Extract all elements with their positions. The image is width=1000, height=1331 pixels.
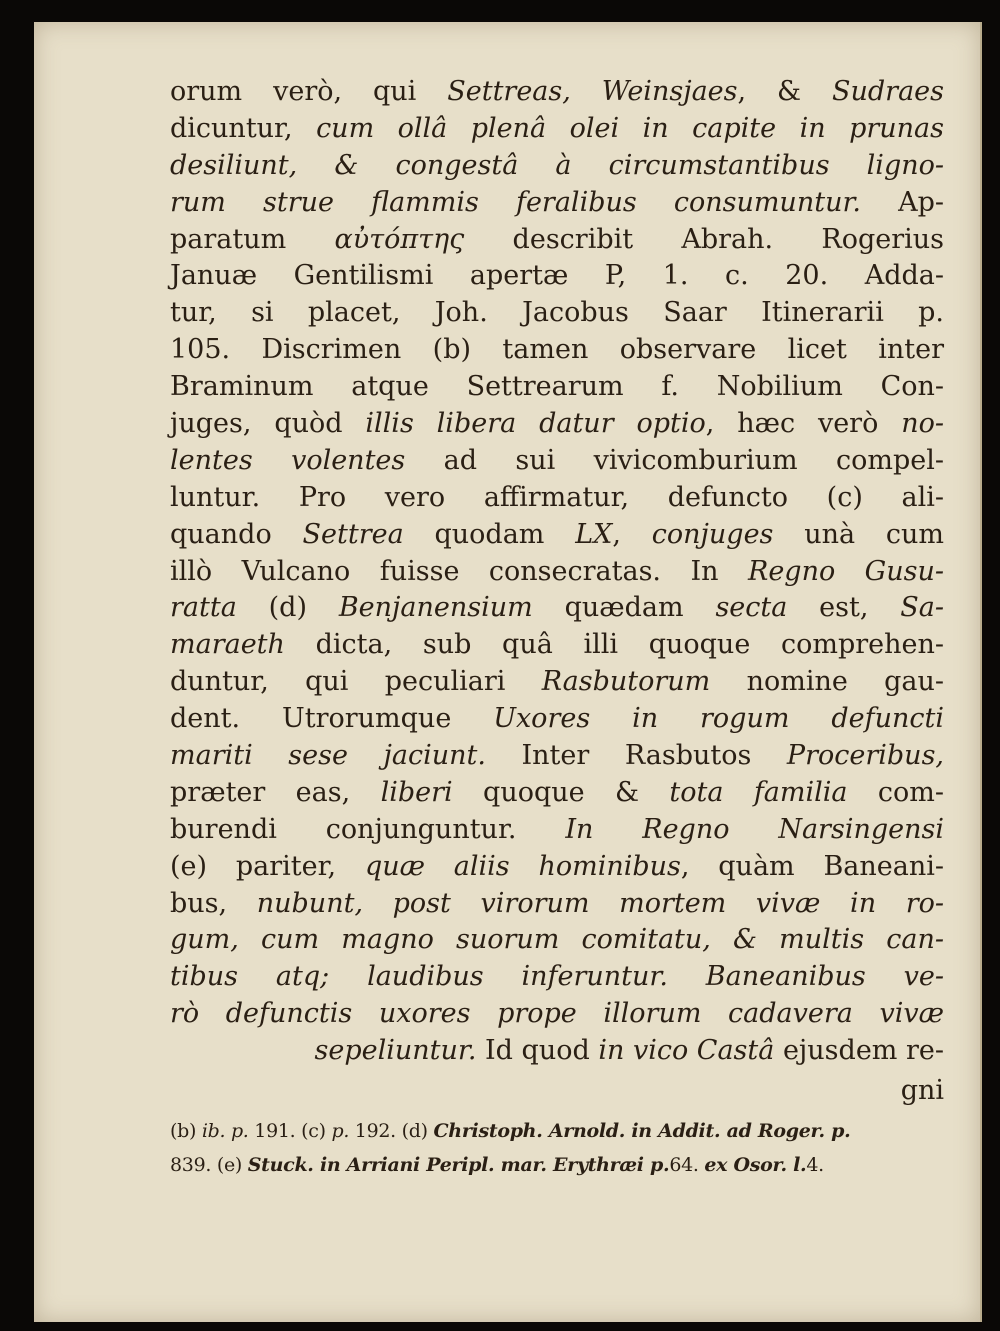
roman-run: Id quod bbox=[476, 1035, 599, 1067]
italic-run: αὐτόπτης bbox=[334, 223, 465, 255]
text-line-20 bbox=[170, 775, 944, 812]
text-line-21 bbox=[170, 812, 944, 849]
italic-run: Christoph. Arnold. in Addit. ad Roger. p. bbox=[433, 1120, 851, 1143]
roman-run: nomine gau- bbox=[710, 666, 945, 698]
italic-run: no- bbox=[901, 408, 944, 440]
text-line-9 bbox=[170, 369, 944, 406]
roman-run: Braminum atque Settrearum f. Nobilium Con- bbox=[170, 371, 944, 403]
page-content bbox=[170, 74, 944, 1182]
italic-run: liberi bbox=[380, 776, 453, 808]
italic-run: conjuges bbox=[651, 518, 774, 550]
italic-run: Rasbutorum bbox=[541, 666, 711, 698]
roman-run: com- bbox=[847, 776, 944, 808]
roman-run: dicta, sub quâ illi quoque comprehen- bbox=[284, 629, 944, 661]
text-line-16 bbox=[170, 627, 944, 664]
text-line-3 bbox=[170, 148, 944, 185]
roman-run: paratum bbox=[170, 223, 335, 255]
text-line-15 bbox=[170, 590, 944, 627]
roman-run: describit Abrah. Rogerius bbox=[464, 223, 944, 255]
roman-run: luntur. Pro vero affirmatur, defuncto (c) ali- bbox=[170, 481, 944, 513]
footnote-line-1 bbox=[170, 1114, 944, 1148]
italic-run: quæ aliis hominibus bbox=[364, 850, 681, 882]
italic-run: Settrea bbox=[302, 518, 404, 550]
catchword: gni bbox=[900, 1075, 944, 1107]
roman-run: , quàm Baneani- bbox=[680, 850, 944, 882]
roman-run: quando bbox=[170, 518, 303, 550]
body-text bbox=[170, 74, 944, 1070]
text-line-18 bbox=[170, 701, 944, 738]
text-line-7 bbox=[170, 295, 944, 332]
roman-run: 191. (c) bbox=[248, 1120, 332, 1143]
text-line-10 bbox=[170, 406, 944, 443]
roman-run: juges, quòd bbox=[170, 408, 366, 440]
roman-run: dent. Utrorumque bbox=[170, 703, 494, 735]
roman-run: (e) pariter, bbox=[170, 850, 365, 882]
text-line-11 bbox=[170, 443, 944, 480]
roman-run: tur, si placet, Joh. Jacobus Saar Itinerarii p. bbox=[170, 297, 944, 329]
roman-run: unà cum bbox=[773, 518, 945, 550]
text-line-5 bbox=[170, 222, 944, 259]
italic-run: ex Osor. l. bbox=[704, 1154, 807, 1177]
italic-run: Uxores in rogum defuncti bbox=[493, 703, 944, 735]
italic-run: Proceribus, bbox=[786, 740, 945, 772]
italic-run: ib. p. bbox=[201, 1120, 249, 1143]
italic-run: Benjanensium bbox=[338, 592, 533, 624]
roman-run: , hæc verò bbox=[705, 408, 902, 440]
roman-run: 839. (e) bbox=[170, 1154, 248, 1177]
text-line-12 bbox=[170, 480, 944, 517]
italic-run: Stuck. in Arriani Peripl. mar. Erythræi p. bbox=[247, 1154, 670, 1177]
text-line-26 bbox=[170, 996, 944, 1033]
italic-run: illis libera datur optio bbox=[365, 408, 706, 440]
italic-run: cum ollâ plenâ olei in capite in prunas bbox=[316, 112, 944, 144]
text-line-23 bbox=[170, 886, 944, 923]
text-line-19 bbox=[170, 738, 944, 775]
italic-run: p. bbox=[331, 1120, 350, 1143]
roman-run: bus, bbox=[170, 887, 257, 919]
roman-run: 105. Discrimen (b) tamen observare licet inter bbox=[170, 334, 944, 366]
italic-run: nubunt, post virorum mortem vivæ in ro- bbox=[256, 887, 944, 919]
text-line-6 bbox=[170, 258, 944, 295]
italic-run: ratta bbox=[170, 592, 237, 624]
text-line-24 bbox=[170, 922, 944, 959]
roman-run: 192. (d) bbox=[349, 1120, 434, 1143]
italic-run: in vico Castâ bbox=[598, 1035, 775, 1067]
text-line-13 bbox=[170, 517, 944, 554]
roman-run: duntur, qui peculiari bbox=[170, 666, 542, 698]
text-line-1 bbox=[170, 74, 944, 111]
italic-run: mariti sese jaciunt. bbox=[170, 740, 486, 772]
italic-run: maraeth bbox=[170, 629, 285, 661]
italic-run: sepeliuntur. bbox=[314, 1035, 477, 1067]
roman-run: præter eas, bbox=[170, 776, 381, 808]
italic-run: In Regno Narsingensi bbox=[565, 813, 944, 845]
text-line-8 bbox=[170, 332, 944, 369]
text-line-27 bbox=[170, 1033, 944, 1070]
roman-run: 64. bbox=[669, 1154, 705, 1177]
roman-run: 4. bbox=[806, 1154, 824, 1177]
roman-run: orum verò, qui bbox=[170, 76, 448, 107]
italic-run: secta bbox=[715, 592, 788, 624]
roman-run: dicuntur, bbox=[170, 112, 317, 144]
text-line-14 bbox=[170, 554, 944, 591]
roman-run: quædam bbox=[532, 592, 716, 624]
italic-run: Sudraes bbox=[832, 76, 945, 107]
roman-run: , & bbox=[737, 76, 832, 107]
book-page bbox=[34, 22, 982, 1322]
roman-run: Inter Rasbutos bbox=[485, 740, 787, 772]
roman-run: Januæ Gentilismi apertæ P, 1. c. 20. Adda- bbox=[170, 260, 944, 292]
italic-run: Regno Gusu- bbox=[747, 555, 945, 587]
roman-run: est, bbox=[787, 592, 901, 624]
roman-run: ejusdem re- bbox=[774, 1035, 944, 1067]
roman-run: quoque & bbox=[452, 776, 670, 808]
italic-run: Sa- bbox=[900, 592, 944, 624]
roman-run: ad sui vivicomburium compel- bbox=[405, 444, 944, 476]
footnote-line-2 bbox=[170, 1148, 944, 1182]
text-line-4 bbox=[170, 185, 944, 222]
text-line-22 bbox=[170, 849, 944, 886]
italic-run: lentes volentes bbox=[170, 444, 406, 476]
roman-run: , bbox=[612, 518, 652, 550]
italic-run: rum strue flammis feralibus consumuntur. bbox=[170, 186, 861, 218]
text-line-25 bbox=[170, 959, 944, 996]
roman-run: burendi conjunguntur. bbox=[170, 813, 566, 845]
roman-run: quodam bbox=[403, 518, 576, 550]
footnotes bbox=[170, 1114, 944, 1182]
text-line-2 bbox=[170, 111, 944, 148]
text-line-17 bbox=[170, 664, 944, 701]
italic-run: Settreas, Weinsjaes bbox=[447, 76, 738, 107]
italic-run: tibus atq; laudibus inferuntur. Baneanibus ve- bbox=[170, 961, 944, 993]
roman-run: (b) bbox=[170, 1120, 202, 1143]
italic-run: gum, cum magno suorum comitatu, & multis can- bbox=[170, 924, 944, 956]
roman-run: (d) bbox=[236, 592, 339, 624]
italic-run: tota familia bbox=[669, 776, 848, 808]
italic-run: rò defunctis uxores prope illorum cadavera vivæ bbox=[170, 998, 944, 1030]
italic-run: LX bbox=[575, 518, 613, 550]
italic-run: desiliunt, & congestâ à circumstantibus ligno- bbox=[170, 149, 944, 181]
roman-run: Ap- bbox=[860, 186, 944, 218]
roman-run: illò Vulcano fuisse consecratas. In bbox=[170, 555, 748, 587]
